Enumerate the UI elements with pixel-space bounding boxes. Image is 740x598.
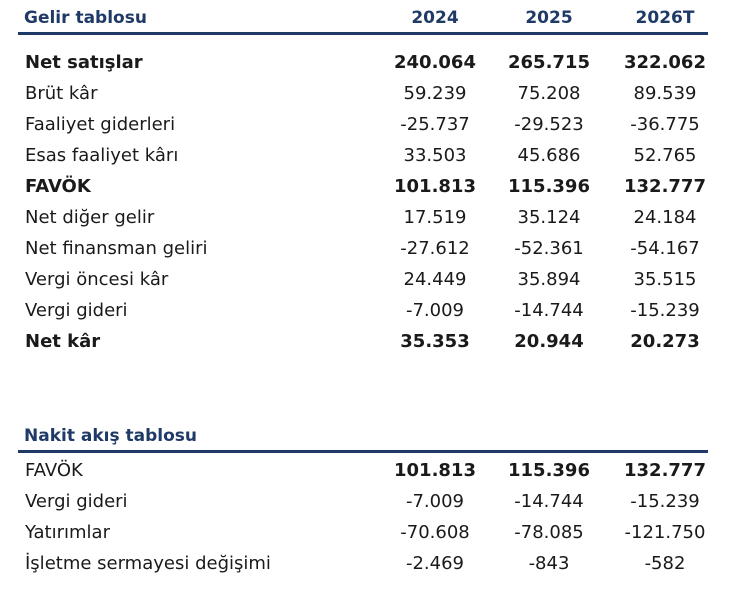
row-value: 17.519 [403,207,467,228]
cash-flow-table [18,424,708,580]
row-value: 35.894 [517,269,581,290]
row-value: -14.744 [514,300,584,321]
row-value: -29.523 [514,114,584,135]
row-value: -27.612 [400,238,470,259]
row-label: Esas faaliyet kârı [25,145,179,166]
table-row [18,234,708,265]
row-value: -15.239 [630,491,700,512]
row-label: Net finansman geliri [25,238,208,259]
row-value: 35.124 [517,207,581,228]
row-label: Vergi gideri [25,300,128,321]
row-value: 33.503 [403,145,467,166]
table-row [18,487,708,518]
column-header-2024: 2024 [411,8,459,28]
table-row [18,110,708,141]
row-value: -52.361 [514,238,584,259]
row-label: Net satışlar [25,52,143,73]
cash-flow-header [18,424,708,453]
row-value: -36.775 [630,114,700,135]
row-value: -121.750 [624,522,706,543]
cash-flow-title: Nakit akış tablosu [24,426,198,446]
table-row [18,518,708,549]
row-value: 101.813 [394,176,476,197]
row-value: -78.085 [514,522,584,543]
row-value: -25.737 [400,114,470,135]
row-label: Brüt kâr [25,83,98,104]
row-value: 52.765 [633,145,697,166]
row-value: -7.009 [405,300,465,321]
row-value: 115.396 [508,460,590,481]
row-value: -14.744 [514,491,584,512]
row-value: 35.515 [633,269,697,290]
row-value: 101.813 [394,460,476,481]
column-header-2026t: 2026T [635,8,695,28]
row-value: 115.396 [508,176,590,197]
row-label: İşletme sermayesi değişimi [25,553,271,574]
table-row [18,203,708,234]
row-value: -15.239 [630,300,700,321]
row-value: 45.686 [517,145,581,166]
row-value: 59.239 [403,83,467,104]
row-value: 265.715 [508,52,590,73]
row-value: 24.449 [403,269,467,290]
table-row [18,456,708,487]
income-statement-table [18,6,708,358]
row-value: 132.777 [624,176,706,197]
row-value: 20.273 [630,331,700,352]
row-value: 35.353 [400,331,470,352]
table-row [18,327,708,358]
row-value: -7.009 [405,491,465,512]
row-value: 20.944 [514,331,584,352]
table-row [18,48,708,79]
table-row [18,265,708,296]
table-row [18,141,708,172]
row-label: Net kâr [25,331,101,352]
income-statement-header [18,6,708,35]
row-value: -582 [644,553,686,574]
row-value: -70.608 [400,522,470,543]
table-row [18,296,708,327]
table-row [18,549,708,580]
row-label: Yatırımlar [25,522,110,543]
table-row [18,79,708,110]
row-value: 240.064 [394,52,476,73]
row-value: 75.208 [517,83,581,104]
row-label: FAVÖK [25,176,91,197]
table-row [18,172,708,203]
row-label: Vergi öncesi kâr [25,269,169,290]
income-statement-title: Gelir tablosu [24,8,147,28]
row-value: -2.469 [405,553,465,574]
row-value: -54.167 [630,238,700,259]
row-label: Faaliyet giderleri [25,114,176,135]
row-value: 24.184 [633,207,697,228]
row-value: 89.539 [633,83,697,104]
row-value: 322.062 [624,52,706,73]
row-value: 132.777 [624,460,706,481]
row-label: FAVÖK [25,460,83,481]
row-value: -843 [528,553,570,574]
row-label: Vergi gideri [25,491,128,512]
row-label: Net diğer gelir [25,207,155,228]
column-header-2025: 2025 [525,8,573,28]
